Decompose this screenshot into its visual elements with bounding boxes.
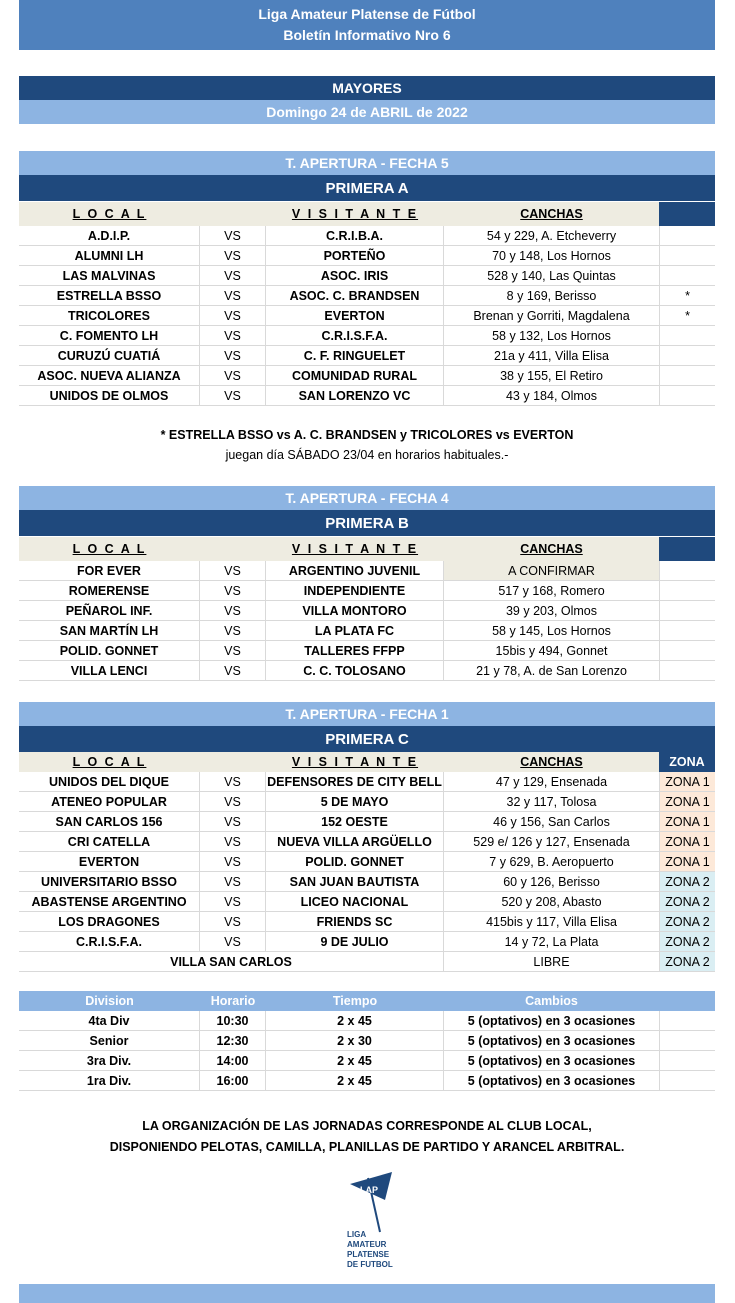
- schedule-row: [19, 1071, 715, 1091]
- visitante-header: V I S I T A N T E: [291, 755, 419, 769]
- vs-label: VS: [200, 601, 266, 621]
- vs-label: VS: [200, 872, 266, 892]
- schedule-row: [19, 1011, 715, 1031]
- local-team: ASOC. NUEVA ALIANZA: [19, 366, 200, 386]
- local-team: SAN MARTÍN LH: [19, 621, 200, 641]
- empty-cell: [659, 1031, 715, 1051]
- table-row: [19, 326, 715, 346]
- logo-line-2: AMATEUR: [347, 1240, 387, 1249]
- visitor-team: TALLERES FFPP: [266, 641, 444, 661]
- horario-cell: 14:00: [200, 1051, 266, 1071]
- tournament-title-b: T. APERTURA - FECHA 4: [19, 486, 715, 510]
- local-team: VILLA LENCI: [19, 661, 200, 681]
- vs-label: VS: [200, 621, 266, 641]
- logo-line-1: LIGA: [347, 1230, 367, 1239]
- visitor-team: ASOC. IRIS: [266, 266, 444, 286]
- table-row: [19, 306, 715, 326]
- vs-label: VS: [200, 386, 266, 406]
- visitor-team: SAN LORENZO VC: [266, 386, 444, 406]
- vs-label: VS: [200, 641, 266, 661]
- table-row: [19, 912, 715, 932]
- table-row: [19, 246, 715, 266]
- division-cell: 3ra Div.: [19, 1051, 200, 1071]
- table-row: [19, 226, 715, 246]
- venue: 54 y 229, A. Etcheverry: [444, 226, 659, 246]
- local-team: FOR EVER: [19, 561, 200, 581]
- table-row: [19, 621, 715, 641]
- local-team: ESTRELLA BSSO: [19, 286, 200, 306]
- venue: 58 y 145, Los Hornos: [444, 621, 659, 641]
- zona-header: ZONA: [659, 752, 715, 772]
- venue: 520 y 208, Abasto: [444, 892, 659, 912]
- vs-label: VS: [200, 892, 266, 912]
- footer-line-1: LA ORGANIZACIÓN DE LAS JORNADAS CORRESPONDE AL CLUB LOCAL,: [142, 1119, 592, 1133]
- canchas-header: CANCHAS: [444, 202, 659, 226]
- vs-label: VS: [200, 581, 266, 601]
- note-line-1: * ESTRELLA BSSO vs A. C. BRANDSEN y TRICOLORES vs EVERTON: [160, 428, 574, 442]
- table-row: [19, 561, 715, 581]
- zona-badge: ZONA 1: [659, 852, 715, 872]
- local-team: UNIDOS DE OLMOS: [19, 386, 200, 406]
- visitor-team: PORTEÑO: [266, 246, 444, 266]
- table-row: [19, 266, 715, 286]
- table-row: [19, 932, 715, 952]
- visitor-team: C. F. RINGUELET: [266, 346, 444, 366]
- footer-line-2: DISPONIENDO PELOTAS, CAMILLA, PLANILLAS DE PARTIDO Y ARANCEL ARBITRAL.: [109, 1140, 625, 1154]
- local-team: LOS DRAGONES: [19, 912, 200, 932]
- visitor-team: EVERTON: [266, 306, 444, 326]
- visitor-team: INDEPENDIENTE: [266, 581, 444, 601]
- local-team: CURUZÚ CUATIÁ: [19, 346, 200, 366]
- venue: 529 e/ 126 y 127, Ensenada: [444, 832, 659, 852]
- venue: 21a y 411, Villa Elisa: [444, 346, 659, 366]
- empty-cell: [659, 621, 715, 641]
- visitor-team: C.R.I.B.A.: [266, 226, 444, 246]
- table-header-c: [19, 752, 715, 772]
- local-team: ALUMNI LH: [19, 246, 200, 266]
- division-col-header: Division: [19, 991, 200, 1011]
- local-team: ABASTENSE ARGENTINO: [19, 892, 200, 912]
- note-mark: [659, 246, 715, 266]
- canchas-header: CANCHAS: [444, 537, 659, 561]
- table-row: [19, 286, 715, 306]
- horario-col-header: Horario: [200, 991, 266, 1011]
- cambios-cell: 5 (optativos) en 3 ocasiones: [444, 1011, 659, 1031]
- division-cell: 4ta Div: [19, 1011, 200, 1031]
- tournament-title-c: T. APERTURA - FECHA 1: [19, 702, 715, 726]
- division-title-c: PRIMERA C: [19, 726, 715, 752]
- table-row: [19, 892, 715, 912]
- vs-label: VS: [200, 832, 266, 852]
- venue: 47 y 129, Ensenada: [444, 772, 659, 792]
- table-header-a: [19, 202, 715, 226]
- table-row: [19, 792, 715, 812]
- division-title-b: PRIMERA B: [19, 510, 715, 536]
- vs-label: VS: [200, 661, 266, 681]
- schedule-row: [19, 1051, 715, 1071]
- table-row: [19, 661, 715, 681]
- division-cell: Senior: [19, 1031, 200, 1051]
- visitor-team: C. C. TOLOSANO: [266, 661, 444, 681]
- local-team: C. FOMENTO LH: [19, 326, 200, 346]
- vs-label: VS: [200, 912, 266, 932]
- zona-badge: ZONA 1: [659, 772, 715, 792]
- empty-cell: [659, 1011, 715, 1031]
- local-team: CRI CATELLA: [19, 832, 200, 852]
- libre-zona: ZONA 2: [659, 952, 715, 972]
- cambios-cell: 5 (optativos) en 3 ocasiones: [444, 1071, 659, 1091]
- table-row: [19, 852, 715, 872]
- libre-cancha: LIBRE: [444, 952, 659, 972]
- vs-label: VS: [200, 326, 266, 346]
- empty-cell: [659, 1051, 715, 1071]
- venue: 46 y 156, San Carlos: [444, 812, 659, 832]
- visitor-team: NUEVA VILLA ARGÜELLO: [266, 832, 444, 852]
- division-cell: 1ra Div.: [19, 1071, 200, 1091]
- vs-label: VS: [200, 812, 266, 832]
- vs-label: VS: [200, 932, 266, 952]
- horario-cell: 12:30: [200, 1031, 266, 1051]
- local-team: POLID. GONNET: [19, 641, 200, 661]
- cambios-cell: 5 (optativos) en 3 ocasiones: [444, 1051, 659, 1071]
- visitor-team: COMUNIDAD RURAL: [266, 366, 444, 386]
- local-team: UNIDOS DEL DIQUE: [19, 772, 200, 792]
- tiempo-cell: 2 x 45: [266, 1051, 444, 1071]
- empty-cell: [659, 641, 715, 661]
- empty-cell: [659, 661, 715, 681]
- vs-label: VS: [200, 246, 266, 266]
- visitante-header: V I S I T A N T E: [291, 207, 419, 221]
- tiempo-cell: 2 x 45: [266, 1011, 444, 1031]
- visitor-team: 5 DE MAYO: [266, 792, 444, 812]
- vs-label: VS: [200, 266, 266, 286]
- venue: A CONFIRMAR: [444, 561, 659, 581]
- empty-cell: [659, 1071, 715, 1091]
- bulletin-header: [19, 0, 715, 50]
- note-mark: [659, 386, 715, 406]
- venue: 7 y 629, B. Aeropuerto: [444, 852, 659, 872]
- table-row: [19, 641, 715, 661]
- tiempo-cell: 2 x 30: [266, 1031, 444, 1051]
- vs-label: VS: [200, 772, 266, 792]
- league-title: Liga Amateur Platense de Fútbol: [258, 6, 476, 22]
- vs-label: VS: [200, 561, 266, 581]
- table-row: [19, 346, 715, 366]
- visitor-team: LA PLATA FC: [266, 621, 444, 641]
- zona-badge: ZONA 2: [659, 912, 715, 932]
- zona-badge: ZONA 1: [659, 832, 715, 852]
- venue: 38 y 155, El Retiro: [444, 366, 659, 386]
- zona-badge: ZONA 2: [659, 872, 715, 892]
- venue: 415bis y 117, Villa Elisa: [444, 912, 659, 932]
- note-mark: [659, 326, 715, 346]
- local-team: TRICOLORES: [19, 306, 200, 326]
- schedule-row: [19, 1031, 715, 1051]
- bulletin-number: Boletín Informativo Nro 6: [283, 27, 451, 43]
- bottom-band: [19, 1284, 715, 1303]
- zona-badge: ZONA 1: [659, 792, 715, 812]
- logo-line-4: DE FUTBOL: [347, 1260, 393, 1269]
- cambios-col-header: Cambios: [444, 991, 659, 1011]
- vs-label: VS: [200, 306, 266, 326]
- local-header: L O C A L: [72, 207, 147, 221]
- table-row: [19, 832, 715, 852]
- vs-label: VS: [200, 852, 266, 872]
- logo-wordmark: [347, 1230, 393, 1270]
- vs-label: VS: [200, 286, 266, 306]
- visitor-team: FRIENDS SC: [266, 912, 444, 932]
- vs-label: VS: [200, 366, 266, 386]
- libre-team: VILLA SAN CARLOS: [19, 952, 444, 972]
- venue: 58 y 132, Los Hornos: [444, 326, 659, 346]
- visitor-team: VILLA MONTORO: [266, 601, 444, 621]
- note-mark: [659, 346, 715, 366]
- note-mark: [659, 366, 715, 386]
- schedule-header: [19, 991, 715, 1011]
- local-team: A.D.I.P.: [19, 226, 200, 246]
- zona-badge: ZONA 2: [659, 932, 715, 952]
- category-title: MAYORES: [19, 76, 715, 100]
- local-team: UNIVERSITARIO BSSO: [19, 872, 200, 892]
- venue: 32 y 117, Tolosa: [444, 792, 659, 812]
- canchas-header: CANCHAS: [444, 752, 659, 772]
- venue: 21 y 78, A. de San Lorenzo: [444, 661, 659, 681]
- visitante-header: V I S I T A N T E: [291, 542, 419, 556]
- zona-badge: ZONA 2: [659, 892, 715, 912]
- note-mark: *: [659, 286, 715, 306]
- table-row: [19, 601, 715, 621]
- cambios-cell: 5 (optativos) en 3 ocasiones: [444, 1031, 659, 1051]
- visitor-team: ASOC. C. BRANDSEN: [266, 286, 444, 306]
- empty-cell: [659, 561, 715, 581]
- venue: 43 y 184, Olmos: [444, 386, 659, 406]
- horario-cell: 10:30: [200, 1011, 266, 1031]
- table-header-b: [19, 537, 715, 561]
- venue: 517 y 168, Romero: [444, 581, 659, 601]
- local-team: ATENEO POPULAR: [19, 792, 200, 812]
- local-team: EVERTON: [19, 852, 200, 872]
- empty-cell: [659, 581, 715, 601]
- empty-cell: [659, 601, 715, 621]
- table-row: [19, 581, 715, 601]
- venue: 8 y 169, Berisso: [444, 286, 659, 306]
- note-mark: [659, 226, 715, 246]
- vs-label: VS: [200, 226, 266, 246]
- logo-flag-text: LAP: [360, 1185, 378, 1195]
- logo-line-3: PLATENSE: [347, 1250, 390, 1259]
- vs-label: VS: [200, 792, 266, 812]
- vs-label: VS: [200, 346, 266, 366]
- visitor-team: 9 DE JULIO: [266, 932, 444, 952]
- venue: 39 y 203, Olmos: [444, 601, 659, 621]
- note-line-2: juegan día SÁBADO 23/04 en horarios habituales.-: [225, 448, 509, 462]
- local-team: PEÑAROL INF.: [19, 601, 200, 621]
- local-team: ROMERENSE: [19, 581, 200, 601]
- note-mark: *: [659, 306, 715, 326]
- table-row: [19, 812, 715, 832]
- venue: 528 y 140, Las Quintas: [444, 266, 659, 286]
- zona-badge: ZONA 1: [659, 812, 715, 832]
- table-row: [19, 872, 715, 892]
- footer-notice: [19, 1116, 715, 1158]
- local-team: SAN CARLOS 156: [19, 812, 200, 832]
- tournament-title-a: T. APERTURA - FECHA 5: [19, 151, 715, 175]
- local-header: L O C A L: [72, 755, 147, 769]
- local-team: LAS MALVINAS: [19, 266, 200, 286]
- visitor-team: DEFENSORES DE CITY BELL: [266, 772, 444, 792]
- match-date: Domingo 24 de ABRIL de 2022: [19, 100, 715, 124]
- tiempo-col-header: Tiempo: [266, 991, 444, 1011]
- visitor-team: C.R.I.S.F.A.: [266, 326, 444, 346]
- venue: 15bis y 494, Gonnet: [444, 641, 659, 661]
- visitor-team: POLID. GONNET: [266, 852, 444, 872]
- libre-row: [19, 952, 715, 972]
- table-row: [19, 772, 715, 792]
- horario-cell: 16:00: [200, 1071, 266, 1091]
- local-header: L O C A L: [72, 542, 147, 556]
- venue: Brenan y Gorriti, Magdalena: [444, 306, 659, 326]
- tiempo-cell: 2 x 45: [266, 1071, 444, 1091]
- visitor-team: ARGENTINO JUVENIL: [266, 561, 444, 581]
- note-mark: [659, 266, 715, 286]
- venue: 14 y 72, La Plata: [444, 932, 659, 952]
- visitor-team: SAN JUAN BAUTISTA: [266, 872, 444, 892]
- table-row: [19, 386, 715, 406]
- division-title-a: PRIMERA A: [19, 175, 715, 201]
- table-row: [19, 366, 715, 386]
- visitor-team: LICEO NACIONAL: [266, 892, 444, 912]
- visitor-team: 152 OESTE: [266, 812, 444, 832]
- venue: 70 y 148, Los Hornos: [444, 246, 659, 266]
- venue: 60 y 126, Berisso: [444, 872, 659, 892]
- local-team: C.R.I.S.F.A.: [19, 932, 200, 952]
